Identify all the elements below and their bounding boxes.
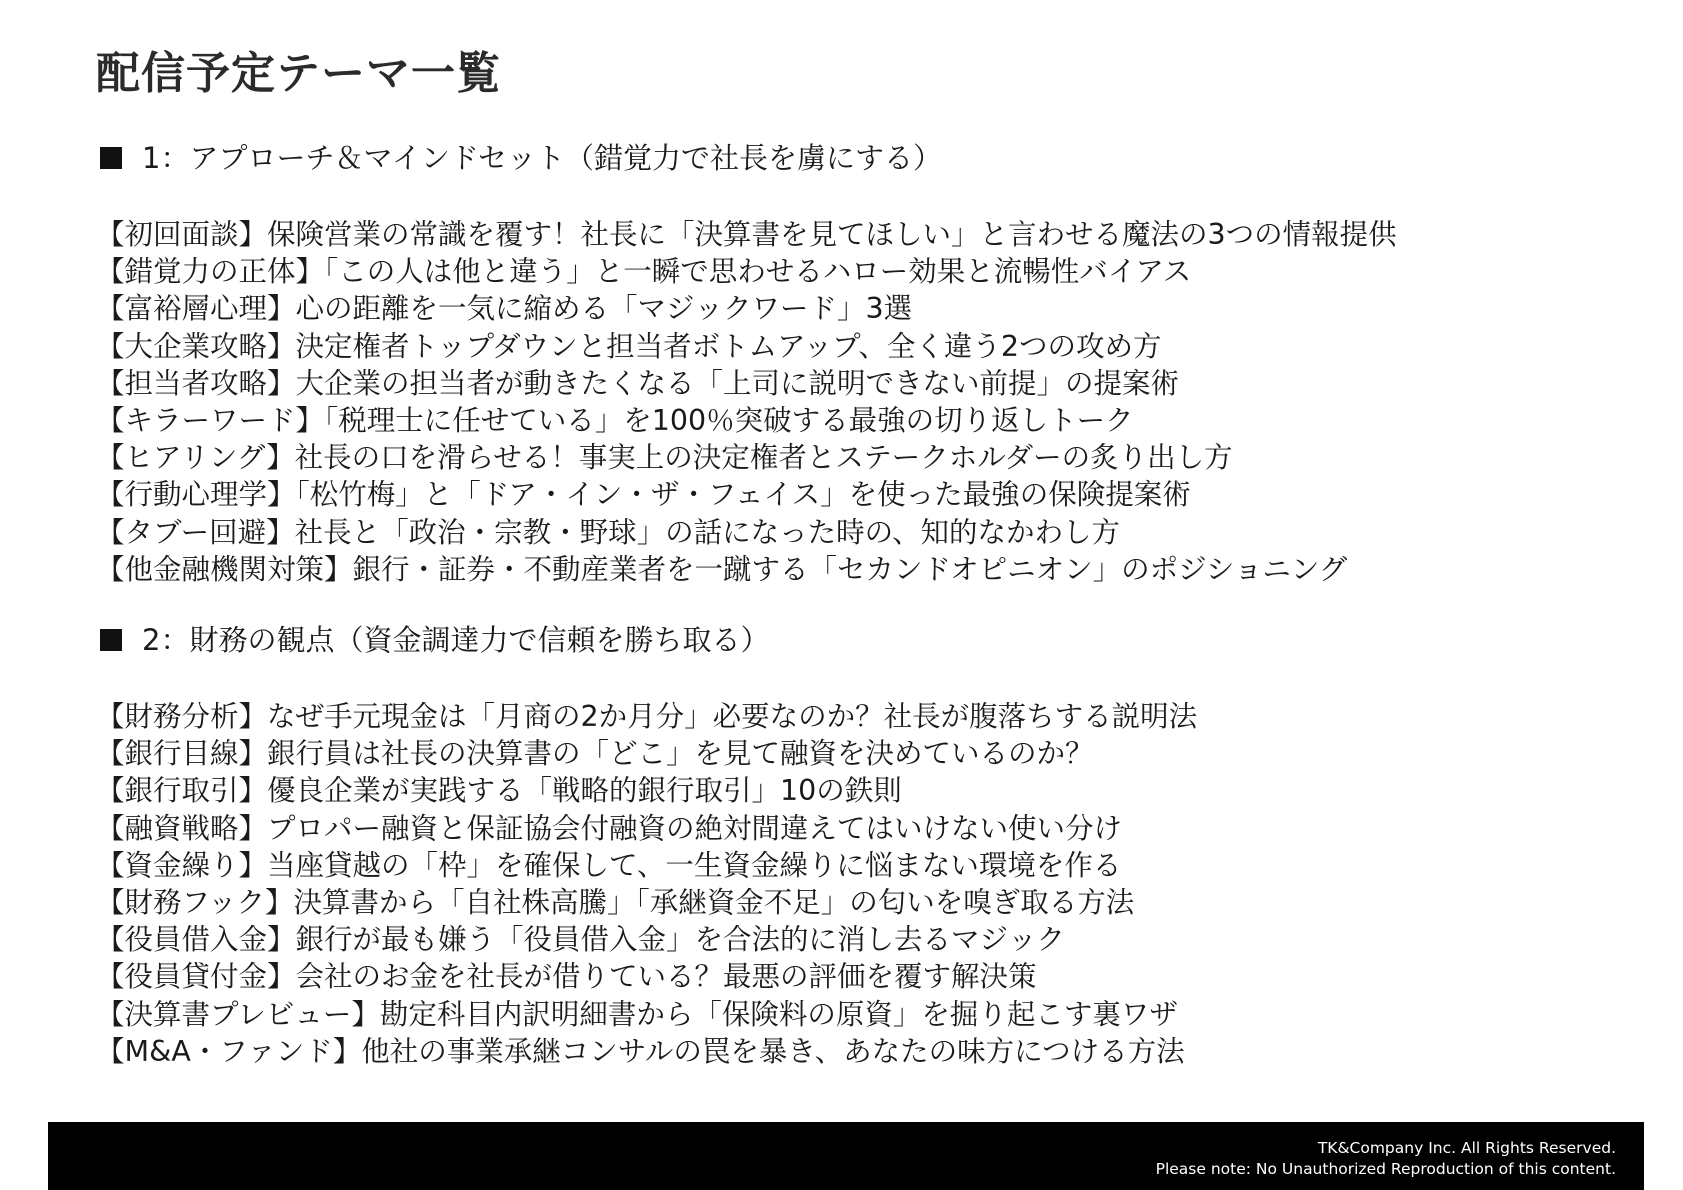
list-item: 【融資戦略】プロパー融資と保証協会付融資の絶対間違えてはいけない使い分け <box>96 811 1123 845</box>
section-heading-text: 2：財務の観点（資金調達力で信頼を勝ち取る） <box>142 623 770 657</box>
footer-bar <box>48 1122 1644 1190</box>
list-item: 【ヒアリング】社長の口を滑らせる！事実上の決定権者とステークホルダーの炙り出し方 <box>96 441 1233 475</box>
section-heading <box>100 138 1623 178</box>
list-item: 【大企業攻略】決定権者トップダウンと担当者ボトムアップ、全く違う2つの攻め方 <box>96 329 1162 363</box>
section-heading-text: 1：アプローチ＆マインドセット（錯覚力で社長を虜にする） <box>142 141 943 175</box>
list-item: 【決算書プレビュー】勘定科目内訳明細書から「保険料の原資」を掘り起こす裏ワザ <box>96 997 1178 1031</box>
list-item: 【行動心理学】「松竹梅」と「ドア・イン・ザ・フェイス」を使った最強の保険提案術 <box>96 478 1191 512</box>
list-item: 【M&A・ファンド】他社の事業承継コンサルの罠を暴き、あなたの味方につける方法 <box>96 1034 1185 1068</box>
copyright-line: TK&Company Inc. All Rights Reserved. <box>1317 1139 1616 1157</box>
square-bullet-icon <box>100 629 122 651</box>
list-item: 【銀行目線】銀行員は社長の決算書の「どこ」を見て融資を決めているのか？ <box>96 737 1094 771</box>
theme-list <box>96 216 1623 588</box>
list-item: 【担当者攻略】大企業の担当者が動きたくなる「上司に説明できない前提」の提案術 <box>96 366 1180 400</box>
list-item: 【キラーワード】「税理士に任せている」を100％突破する最強の切り返しトーク <box>96 403 1134 437</box>
section-finance-perspective <box>96 620 1623 1070</box>
list-item: 【財務フック】決算書から「自社株高騰」「承継資金不足」の匂いを嗅ぎ取る方法 <box>96 885 1135 919</box>
list-item: 【役員借入金】銀行が最も嫌う「役員借入金」を合法的に消し去るマジック <box>96 923 1066 957</box>
list-item: 【資金繰り】当座貸越の「枠」を確保して、一生資金繰りに悩まない環境を作る <box>96 848 1122 882</box>
list-item: 【錯覚力の正体】「この人は他と違う」と一瞬で思わせるハロー効果と流暢性バイアス <box>96 255 1192 289</box>
list-item: 【他金融機関対策】銀行・証券・不動産業者を一蹴する「セカンドオピニオン」のポジショニング <box>96 552 1348 586</box>
section-approach-mindset <box>96 138 1623 588</box>
section-heading <box>100 620 1623 660</box>
list-item: 【役員貸付金】会社のお金を社長が借りている？最悪の評価を覆す解決策 <box>96 960 1037 994</box>
theme-list <box>96 698 1623 1070</box>
page-title: 配信予定テーマ一覧 <box>96 48 501 99</box>
reproduction-notice: Please note: No Unauthorized Reproduction of this content. <box>1155 1160 1616 1178</box>
square-bullet-icon <box>100 147 122 169</box>
list-item: 【銀行取引】優良企業が実践する「戦略的銀行取引」10の鉄則 <box>96 774 902 808</box>
list-item: 【財務分析】なぜ手元現金は「月商の2か月分」必要なのか？社長が腹落ちする説明法 <box>96 700 1198 733</box>
list-item: 【初回面談】保険営業の常識を覆す！社長に「決算書を見てほしい」と言わせる魔法の3つの情報提供 <box>96 218 1397 251</box>
list-item: 【タブー回避】社長と「政治・宗教・野球」の話になった時の、知的なかわし方 <box>96 515 1121 549</box>
list-item: 【富裕層心理】心の距離を一気に縮める「マジックワード」3選 <box>96 292 913 326</box>
copyright-notice <box>1156 1138 1616 1180</box>
